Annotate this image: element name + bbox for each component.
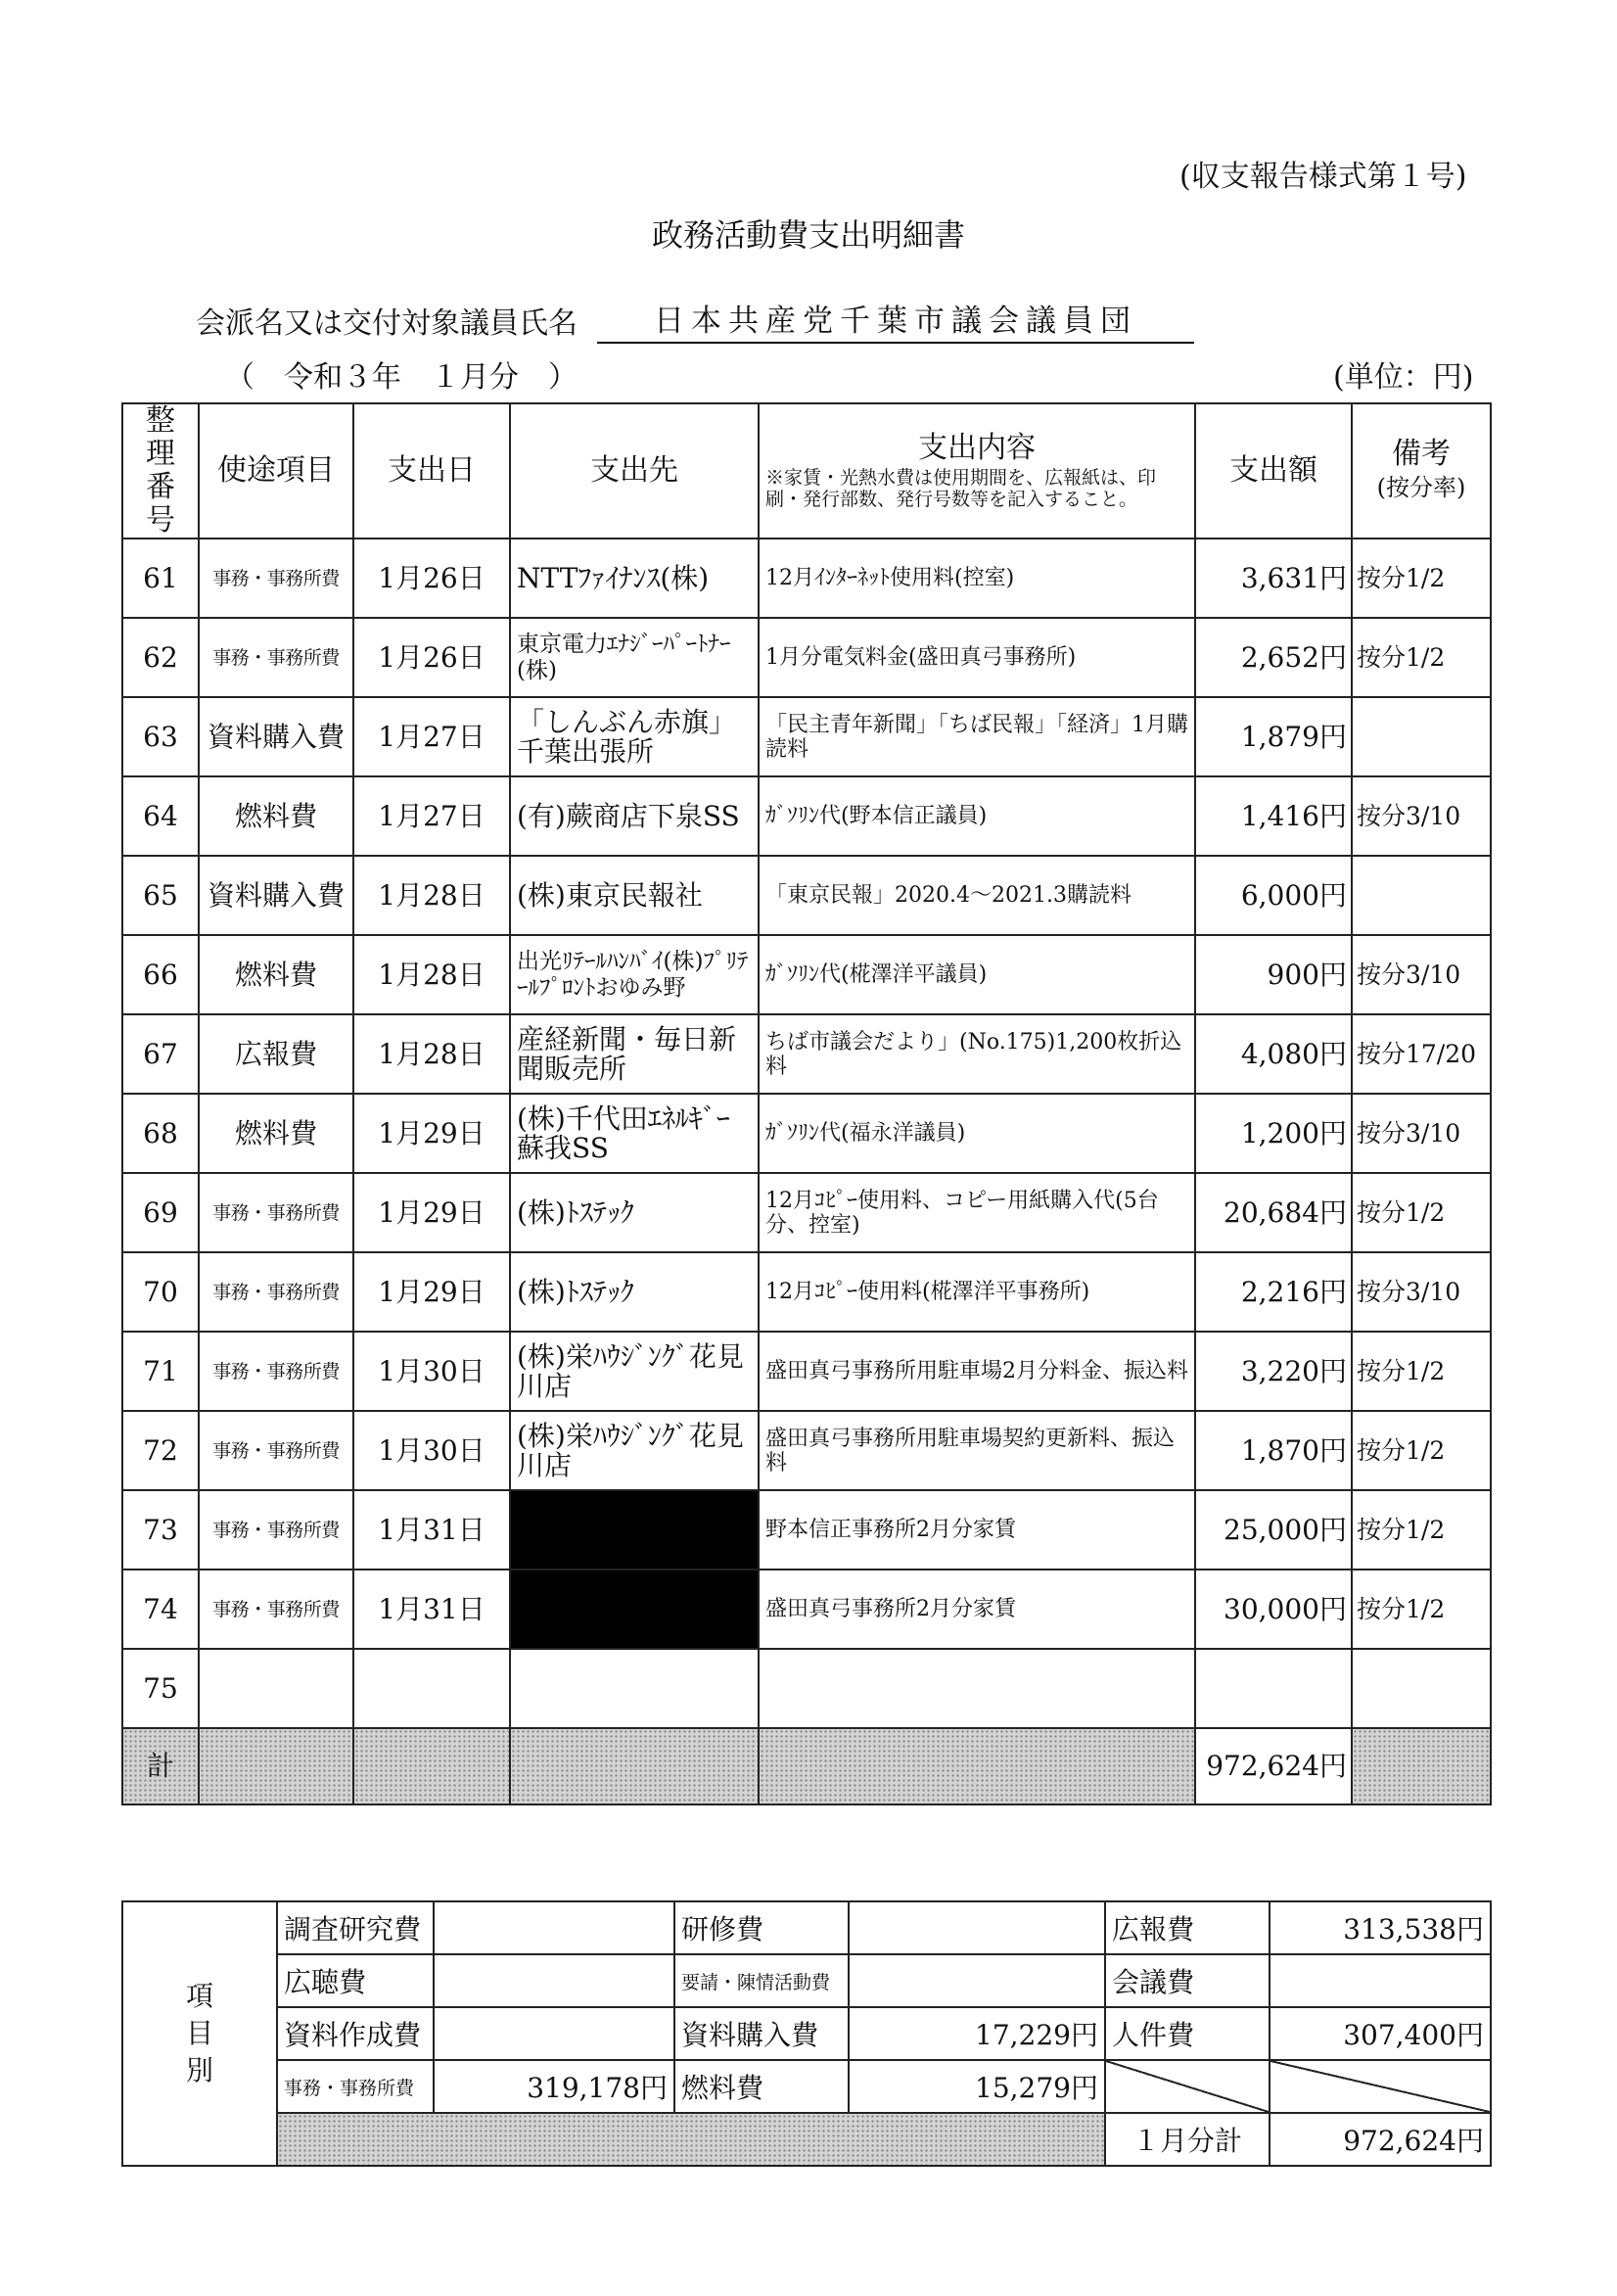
page-title: 政務活動費支出明細書 <box>651 216 965 254</box>
total-amount: 972,624円 <box>1195 1728 1352 1804</box>
row-category: 資料購入費 <box>199 856 353 935</box>
meeting-label: 会議費 <box>1105 1954 1270 2007</box>
row-payee: 出光ﾘﾃｰﾙﾊﾝﾊﾞｲ(株)ﾌﾟﾘﾃｰﾙﾌﾟﾛﾝﾄおゆみ野 <box>510 935 759 1014</box>
row-payee: (株)ﾄｽﾃｯｸ <box>510 1173 759 1252</box>
table-row <box>122 935 1491 1014</box>
row-number: 68 <box>122 1094 199 1173</box>
shaded-cell <box>510 1728 759 1804</box>
row-amount: 3,631円 <box>1195 539 1352 618</box>
row-date: 1月27日 <box>353 776 510 856</box>
header-content-cell <box>759 403 1195 539</box>
row-content: 盛田真弓事務所用駐車場2月分料金、振込料 <box>759 1332 1195 1411</box>
group-name: 日本共産党千葉市議会議員団 <box>597 296 1194 344</box>
row-remarks: 按分1/2 <box>1352 1173 1491 1252</box>
row-category: 資料購入費 <box>199 697 353 776</box>
row-payee <box>510 1570 759 1649</box>
training-label: 研修費 <box>674 1901 849 1954</box>
row-payee: 「しんぶん赤旗」千葉出張所 <box>510 697 759 776</box>
row-content: ｶﾞｿﾘﾝ代(福永洋議員) <box>759 1094 1195 1173</box>
table-row <box>122 1014 1491 1094</box>
header-content-note: ※家賃・光熱水費は使用期間を、広報紙は、印刷・発行部数、発行号数等を記入すること。 <box>765 467 1157 510</box>
row-amount <box>1195 1649 1352 1728</box>
row-payee: NTTﾌｧｲﾅﾝｽ(株) <box>510 539 759 618</box>
row-remarks: 按分1/2 <box>1352 618 1491 697</box>
row-category: 燃料費 <box>199 1094 353 1173</box>
fuel-value: 15,279円 <box>849 2060 1105 2113</box>
row-number: 63 <box>122 697 199 776</box>
row-remarks <box>1352 697 1491 776</box>
row-category: 燃料費 <box>199 935 353 1014</box>
docpurchase-label: 資料購入費 <box>674 2007 849 2060</box>
total-label: 計 <box>122 1728 199 1804</box>
research-value <box>434 1901 674 1954</box>
row-content: ちば市議会だより」(No.175)1,200枚折込料 <box>759 1014 1195 1094</box>
row-remarks: 按分3/10 <box>1352 935 1491 1014</box>
row-amount: 3,220円 <box>1195 1332 1352 1411</box>
table-body <box>122 539 1491 1804</box>
row-date: 1月29日 <box>353 1173 510 1252</box>
row-content <box>759 1649 1195 1728</box>
row-category: 事務・事務所費 <box>199 618 353 697</box>
summary-row <box>122 2060 1491 2113</box>
row-remarks <box>1352 856 1491 935</box>
shaded-cell <box>759 1728 1195 1804</box>
personnel-value: 307,400円 <box>1270 2007 1491 2060</box>
header-content: 支出内容 <box>918 431 1036 465</box>
row-number: 71 <box>122 1332 199 1411</box>
row-amount: 4,080円 <box>1195 1014 1352 1094</box>
row-payee: (株)栄ﾊｳｼﾞﾝｸﾞ花見川店 <box>510 1332 759 1411</box>
row-date: 1月26日 <box>353 618 510 697</box>
row-category: 事務・事務所費 <box>199 539 353 618</box>
table-row <box>122 1094 1491 1173</box>
period: （ 令和３年 １月分 ） <box>225 360 578 395</box>
shaded-cell <box>353 1728 510 1804</box>
row-content: ｶﾞｿﾘﾝ代(椛澤洋平議員) <box>759 935 1195 1014</box>
row-date: 1月28日 <box>353 935 510 1014</box>
row-number: 70 <box>122 1252 199 1332</box>
row-category <box>199 1649 353 1728</box>
form-number: (収支報告様式第１号) <box>1179 160 1467 194</box>
petition-label: 要請・陳情活動費 <box>674 1954 849 2007</box>
docprep-value <box>434 2007 674 2060</box>
row-amount: 20,684円 <box>1195 1173 1352 1252</box>
category-summary-table <box>121 1900 1492 2167</box>
row-content: 12月ｺﾋﾟｰ使用料、コピー用紙購入代(5台分、控室) <box>759 1173 1195 1252</box>
row-amount: 1,200円 <box>1195 1094 1352 1173</box>
row-amount: 25,000円 <box>1195 1490 1352 1570</box>
header-remarks-cell <box>1352 403 1491 539</box>
office-label: 事務・事務所費 <box>277 2060 434 2113</box>
table-row <box>122 1411 1491 1490</box>
header-date: 支出日 <box>353 403 510 539</box>
row-payee <box>510 1649 759 1728</box>
table-row <box>122 1173 1491 1252</box>
row-number: 64 <box>122 776 199 856</box>
shaded-cell <box>1352 1728 1491 1804</box>
row-number: 73 <box>122 1490 199 1570</box>
row-number: 67 <box>122 1014 199 1094</box>
table-row <box>122 776 1491 856</box>
row-date: 1月28日 <box>353 856 510 935</box>
row-category: 事務・事務所費 <box>199 1490 353 1570</box>
row-amount: 1,870円 <box>1195 1411 1352 1490</box>
row-date: 1月28日 <box>353 1014 510 1094</box>
table-row <box>122 697 1491 776</box>
row-number: 75 <box>122 1649 199 1728</box>
empty-diagonal-cell <box>1270 2060 1491 2113</box>
summary-row <box>122 2113 1491 2166</box>
row-amount: 2,216円 <box>1195 1252 1352 1332</box>
row-date: 1月31日 <box>353 1570 510 1649</box>
table-row <box>122 618 1491 697</box>
row-number: 74 <box>122 1570 199 1649</box>
row-number: 65 <box>122 856 199 935</box>
training-value <box>849 1901 1105 1954</box>
header-payee: 支出先 <box>510 403 759 539</box>
row-remarks: 按分1/2 <box>1352 1490 1491 1570</box>
row-date: 1月29日 <box>353 1094 510 1173</box>
row-category: 事務・事務所費 <box>199 1173 353 1252</box>
row-date: 1月31日 <box>353 1490 510 1570</box>
table-row <box>122 1649 1491 1728</box>
row-amount: 2,652円 <box>1195 618 1352 697</box>
meeting-value <box>1270 1954 1491 2007</box>
hearing-value <box>434 1954 674 2007</box>
table-row <box>122 1490 1491 1570</box>
row-amount: 1,416円 <box>1195 776 1352 856</box>
row-amount: 30,000円 <box>1195 1570 1352 1649</box>
research-label: 調査研究費 <box>277 1901 434 1954</box>
row-date: 1月27日 <box>353 697 510 776</box>
summary-row <box>122 1901 1491 1954</box>
row-date: 1月30日 <box>353 1332 510 1411</box>
summary-row <box>122 2007 1491 2060</box>
row-category: 広報費 <box>199 1014 353 1094</box>
row-content: 12月ｲﾝﾀｰﾈｯﾄ使用料(控室) <box>759 539 1195 618</box>
row-number: 69 <box>122 1173 199 1252</box>
row-amount: 6,000円 <box>1195 856 1352 935</box>
table-row <box>122 856 1491 935</box>
row-content: ｶﾞｿﾘﾝ代(野本信正議員) <box>759 776 1195 856</box>
row-payee <box>510 1490 759 1570</box>
row-remarks: 按分1/2 <box>1352 1570 1491 1649</box>
group-label: 会派名又は交付対象議員氏名 <box>196 306 578 341</box>
row-amount: 900円 <box>1195 935 1352 1014</box>
row-content: 盛田真弓事務所用駐車場契約更新料、振込料 <box>759 1411 1195 1490</box>
summary-side-label-cell <box>122 1901 277 2166</box>
header-no: 整理番号 <box>122 403 199 539</box>
row-number: 61 <box>122 539 199 618</box>
row-remarks: 按分1/2 <box>1352 1411 1491 1490</box>
row-remarks: 按分1/2 <box>1352 539 1491 618</box>
row-category: 事務・事務所費 <box>199 1332 353 1411</box>
row-payee: (株)栄ﾊｳｼﾞﾝｸﾞ花見川店 <box>510 1411 759 1490</box>
row-payee: (株)ﾄｽﾃｯｸ <box>510 1252 759 1332</box>
row-category: 事務・事務所費 <box>199 1411 353 1490</box>
row-content: 野本信正事務所2月分家賃 <box>759 1490 1195 1570</box>
petition-value <box>849 1954 1105 2007</box>
row-amount: 1,879円 <box>1195 697 1352 776</box>
header-remarks-sub: (按分率) <box>1376 474 1466 501</box>
shaded-cell <box>199 1728 353 1804</box>
row-content: 1月分電気料金(盛田真弓事務所) <box>759 618 1195 697</box>
row-date <box>353 1649 510 1728</box>
empty-diagonal-cell <box>1105 2060 1270 2113</box>
row-category: 燃料費 <box>199 776 353 856</box>
month-total-value: 972,624円 <box>1270 2113 1491 2166</box>
row-date: 1月29日 <box>353 1252 510 1332</box>
total-row <box>122 1728 1491 1804</box>
table-row <box>122 1570 1491 1649</box>
row-date: 1月30日 <box>353 1411 510 1490</box>
unit-label: (単位：円) <box>1333 360 1474 395</box>
docpurchase-value: 17,229円 <box>849 2007 1105 2060</box>
row-payee: (有)蕨商店下泉SS <box>510 776 759 856</box>
header-remarks: 備考 <box>1392 437 1451 471</box>
table-header-row <box>122 403 1491 539</box>
pr-label: 広報費 <box>1105 1901 1270 1954</box>
table-row <box>122 1252 1491 1332</box>
summary-side-label: 項目別 <box>186 1980 214 2086</box>
row-payee: (株)千代田ｴﾈﾙｷﾞｰ蘇我SS <box>510 1094 759 1173</box>
row-date: 1月26日 <box>353 539 510 618</box>
hearing-label: 広聴費 <box>277 1954 434 2007</box>
expenditure-table <box>121 402 1492 1805</box>
row-remarks <box>1352 1649 1491 1728</box>
row-payee: 産経新聞・毎日新聞販売所 <box>510 1014 759 1094</box>
header-amount: 支出額 <box>1195 403 1352 539</box>
row-category: 事務・事務所費 <box>199 1570 353 1649</box>
row-number: 62 <box>122 618 199 697</box>
shaded-cell <box>277 2113 1105 2166</box>
table-row <box>122 1332 1491 1411</box>
row-remarks: 按分17/20 <box>1352 1014 1491 1094</box>
row-number: 66 <box>122 935 199 1014</box>
table-row <box>122 539 1491 618</box>
header-category: 使途項目 <box>199 403 353 539</box>
summary-row <box>122 1954 1491 2007</box>
row-content: 「民主青年新聞」「ちば民報」「経済」1月購読料 <box>759 697 1195 776</box>
row-category: 事務・事務所費 <box>199 1252 353 1332</box>
office-value: 319,178円 <box>434 2060 674 2113</box>
row-content: 盛田真弓事務所2月分家賃 <box>759 1570 1195 1649</box>
row-payee: (株)東京民報社 <box>510 856 759 935</box>
row-payee: 東京電力ｴﾅｼﾞｰﾊﾟｰﾄﾅｰ(株) <box>510 618 759 697</box>
row-remarks: 按分3/10 <box>1352 776 1491 856</box>
row-remarks: 按分1/2 <box>1352 1332 1491 1411</box>
fuel-label: 燃料費 <box>674 2060 849 2113</box>
month-total-label: １月分計 <box>1105 2113 1270 2166</box>
row-number: 72 <box>122 1411 199 1490</box>
row-content: 「東京民報」2020.4～2021.3購読料 <box>759 856 1195 935</box>
row-remarks: 按分3/10 <box>1352 1094 1491 1173</box>
docprep-label: 資料作成費 <box>277 2007 434 2060</box>
pr-value: 313,538円 <box>1270 1901 1491 1954</box>
row-content: 12月ｺﾋﾟｰ使用料(椛澤洋平事務所) <box>759 1252 1195 1332</box>
row-remarks: 按分3/10 <box>1352 1252 1491 1332</box>
personnel-label: 人件費 <box>1105 2007 1270 2060</box>
